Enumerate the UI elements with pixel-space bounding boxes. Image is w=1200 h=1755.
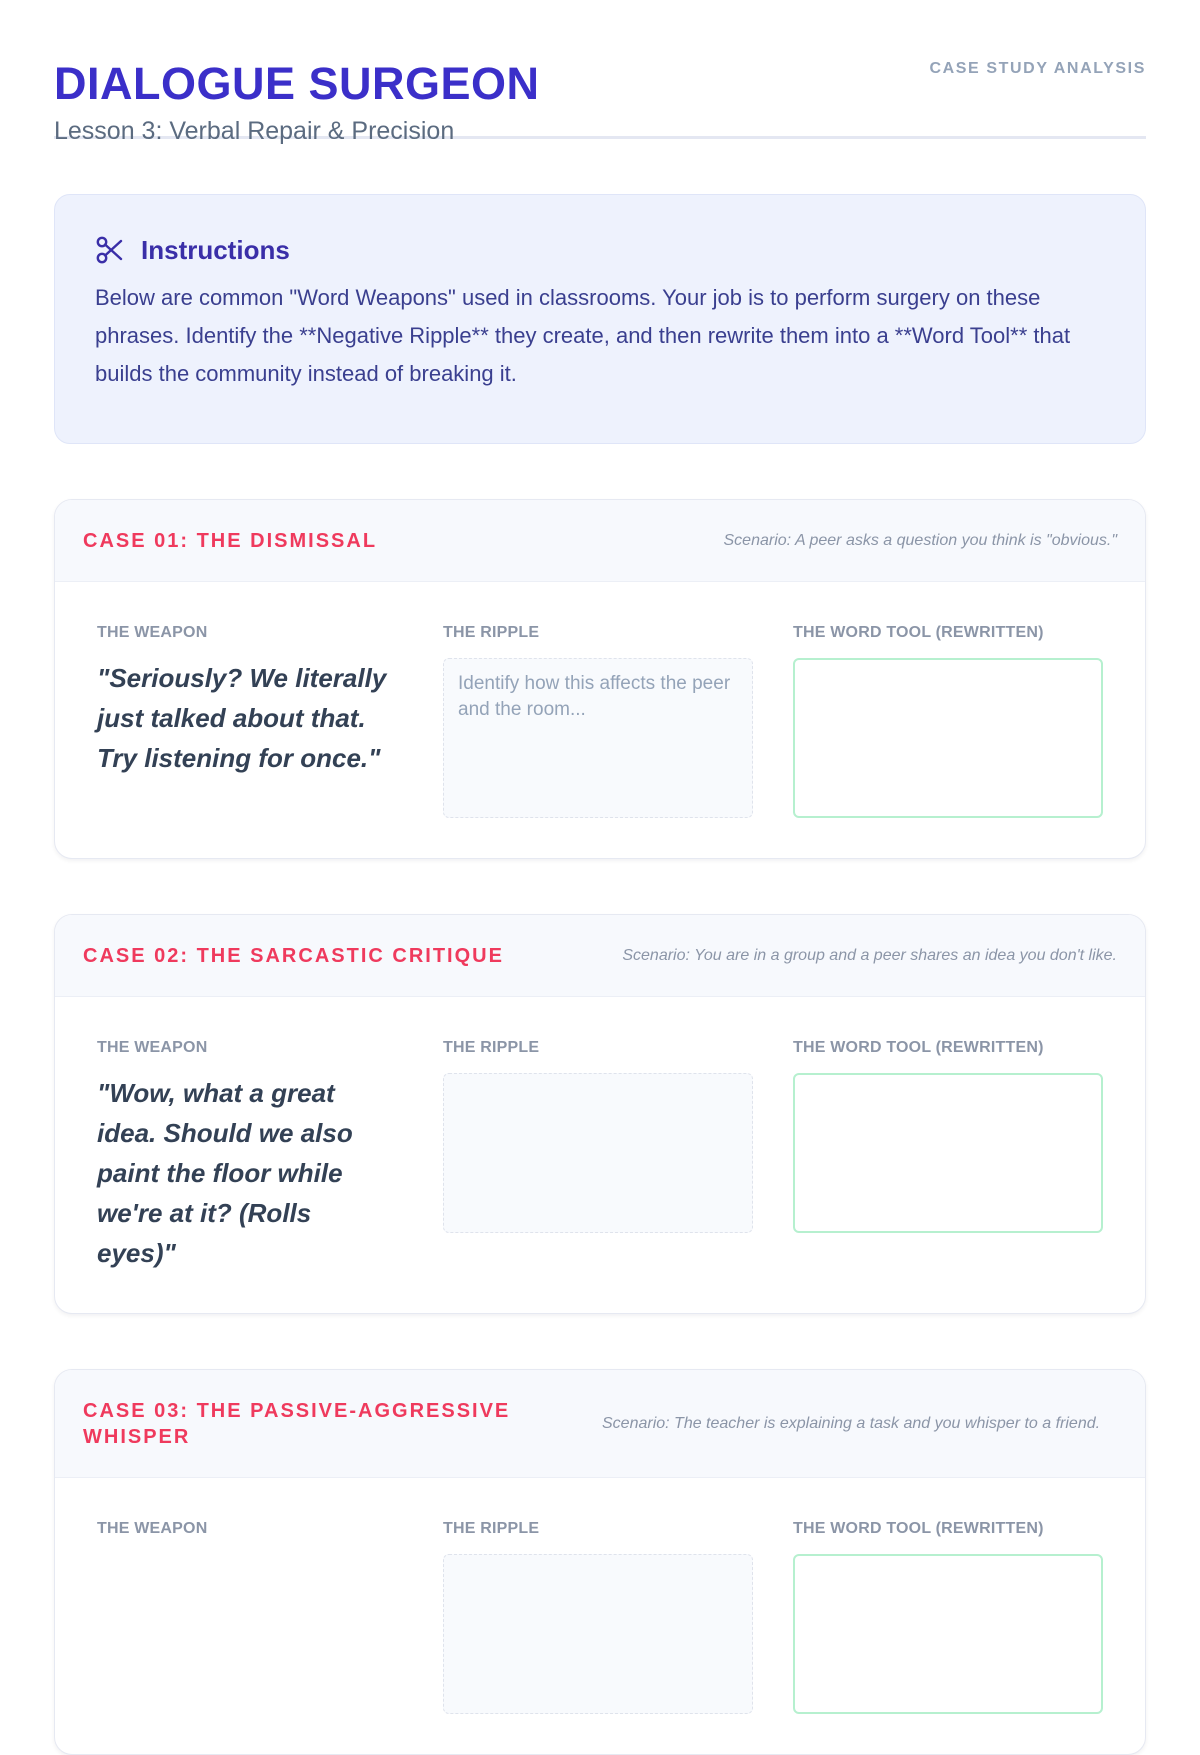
case-card-02 (54, 914, 1146, 1314)
scissors-icon (95, 235, 125, 265)
case-card-03 (54, 1369, 1146, 1755)
tool-column (793, 1037, 1103, 1273)
case-body (55, 997, 1145, 1313)
weapon-quote: "Wow, what a great idea. Should we also paint the floor while we're at it? (Rolls eyes)" (97, 1078, 353, 1268)
page-tag: CASE STUDY ANALYSIS (929, 60, 1146, 77)
case-scenario: Scenario: A peer asks a question you think is "obvious." (723, 531, 1117, 549)
weapon-label: THE WEAPON (97, 1039, 208, 1056)
tool-column (793, 1518, 1103, 1714)
page-subtitle: Lesson 3: Verbal Repair & Precision (54, 117, 455, 145)
tool-label: THE WORD TOOL (REWRITTEN) (793, 624, 1044, 641)
case-scenario: Scenario: The teacher is explaining a task and you whisper to a friend. (602, 1414, 1101, 1432)
ripple-label: THE RIPPLE (443, 1039, 540, 1056)
case-header (55, 500, 1145, 582)
case-title: CASE 02: THE SARCASTIC CRITIQUE (83, 944, 504, 967)
instructions-panel (54, 194, 1146, 444)
tool-label: THE WORD TOOL (REWRITTEN) (793, 1039, 1044, 1056)
page-header (54, 0, 1146, 145)
case-scenario: Scenario: You are in a group and a peer shares an idea you don't like. (622, 946, 1117, 964)
ripple-input[interactable] (443, 1554, 753, 1714)
weapon-quote: "Seriously? We literally just talked about that. Try listening for once." (97, 663, 387, 773)
case-body (55, 1478, 1145, 1754)
word-tool-input[interactable] (793, 658, 1103, 818)
ripple-column (443, 1037, 753, 1273)
case-header (55, 915, 1145, 997)
ripple-column (443, 622, 753, 818)
case-title: CASE 03: THE PASSIVE-AGGRESSIVE WHISPER (83, 1399, 511, 1448)
page-title: DIALOGUE SURGEON (54, 58, 540, 109)
ripple-column (443, 1518, 753, 1714)
ripple-input[interactable] (443, 658, 753, 818)
case-title: CASE 01: THE DISMISSAL (83, 529, 378, 552)
weapon-column (97, 622, 403, 818)
case-header (55, 1370, 1145, 1478)
instructions-text: Below are common "Word Weapons" used in classrooms. Your job is to perform surgery on these phrases. Identify the **Negative Ripple** they create, and then rewrite them into a **Word Tool** that builds the community instead of breaking it. (95, 285, 1071, 386)
ripple-label: THE RIPPLE (443, 1520, 540, 1537)
weapon-column (97, 1518, 403, 1714)
instructions-title: Instructions (141, 234, 290, 265)
word-tool-input[interactable] (793, 1073, 1103, 1233)
tool-label: THE WORD TOOL (REWRITTEN) (793, 1520, 1044, 1537)
ripple-input[interactable] (443, 1073, 753, 1233)
case-card-01 (54, 499, 1146, 859)
tool-column (793, 622, 1103, 818)
weapon-label: THE WEAPON (97, 1520, 208, 1537)
weapon-column (97, 1037, 403, 1273)
weapon-label: THE WEAPON (97, 624, 208, 641)
word-tool-input[interactable] (793, 1554, 1103, 1714)
case-body (55, 582, 1145, 858)
instructions-header (95, 231, 1105, 269)
ripple-label: THE RIPPLE (443, 624, 540, 641)
